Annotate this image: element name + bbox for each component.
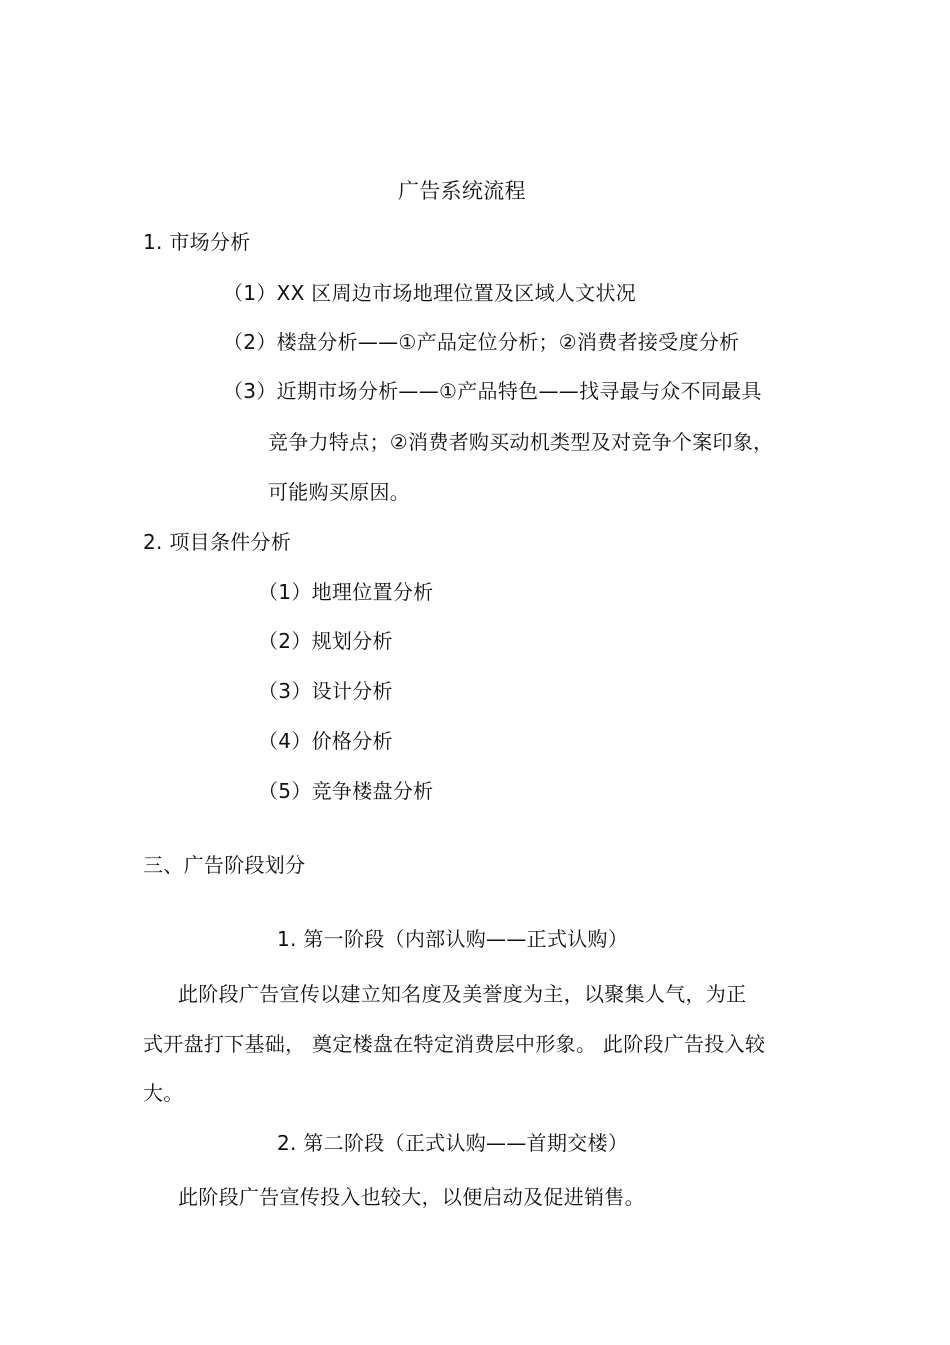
paragraph-line: 此阶段广告宣传以建立知名度及美誉度为主，以聚集人气，为正 xyxy=(178,982,747,1006)
section-heading-ad-stages: 三、广告阶段划分 xyxy=(143,853,306,877)
section-heading-market-analysis: 1. 市场分析 xyxy=(143,230,251,254)
list-item: （1）XX 区周边市场地理位置及区域人文状况 xyxy=(223,281,637,305)
paragraph-line: 此阶段广告宣传投入也较大，以便启动及促进销售。 xyxy=(178,1185,645,1209)
list-item: （2）楼盘分析——①产品定位分析；②消费者接受度分析 xyxy=(223,330,740,354)
list-item: （5）竞争楼盘分析 xyxy=(258,779,434,803)
section-heading-project-analysis: 2. 项目条件分析 xyxy=(143,530,292,554)
page-title: 广告系统流程 xyxy=(398,179,526,203)
list-item: （3）近期市场分析——①产品特色——找寻最与众不同最具 xyxy=(223,379,762,403)
stage-title: 2. 第二阶段（正式认购——首期交楼） xyxy=(277,1131,629,1155)
list-item: （1）地理位置分析 xyxy=(258,580,434,604)
stage-title: 1. 第一阶段（内部认购——正式认购） xyxy=(277,927,629,951)
list-item-continuation: 可能购买原因。 xyxy=(268,480,411,504)
paragraph-line: 式开盘打下基础， 奠定楼盘在特定消费层中形象。 此阶段广告投入较 xyxy=(143,1032,766,1056)
list-item: （2）规划分析 xyxy=(258,629,393,653)
paragraph-line: 大。 xyxy=(143,1081,184,1105)
list-item: （4）价格分析 xyxy=(258,729,393,753)
list-item: （3）设计分析 xyxy=(258,679,393,703)
list-item-continuation: 竞争力特点；②消费者购买动机类型及对竞争个案印象， xyxy=(268,430,774,454)
